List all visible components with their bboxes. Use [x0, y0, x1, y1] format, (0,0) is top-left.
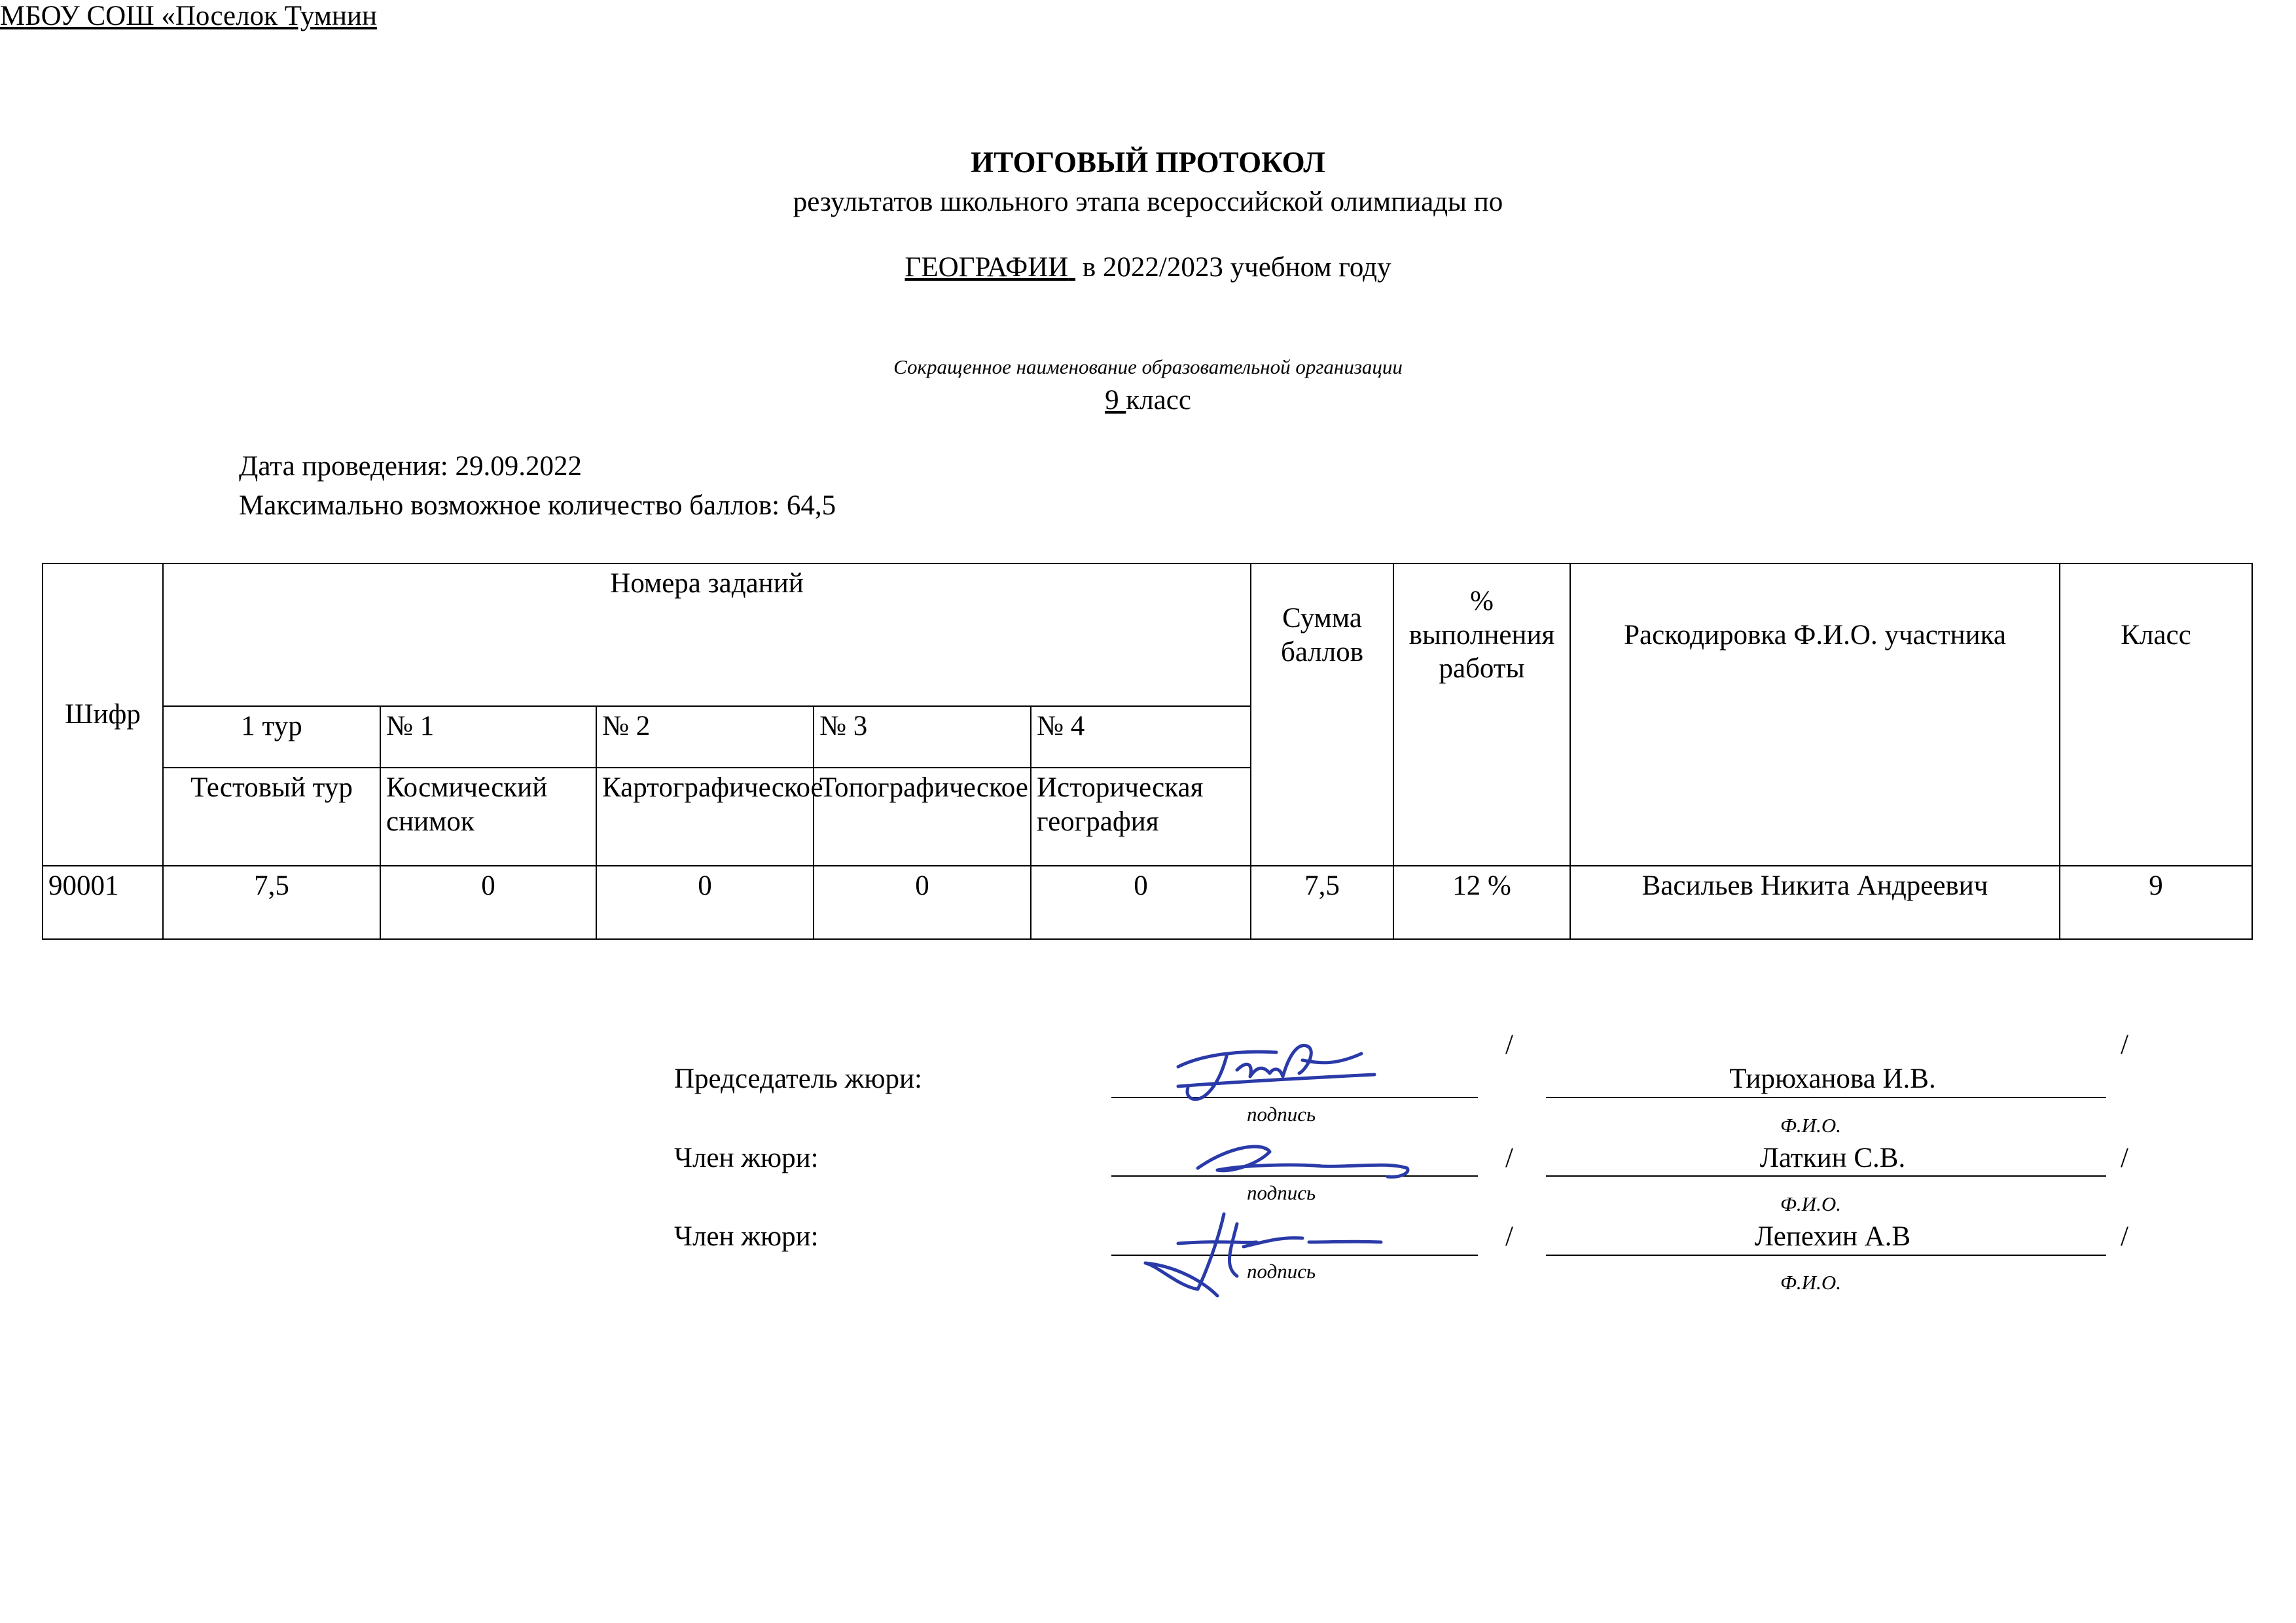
slash-separator: /	[2121, 1221, 2128, 1252]
header-sum: Сумма баллов	[1251, 563, 1393, 706]
subject-tail: в 2022/2023 учебном году	[1082, 252, 1391, 283]
header-sum-filler	[1251, 706, 1393, 866]
fio-caption: Ф.И.О.	[1780, 1271, 1841, 1294]
grade-value: 9	[1105, 385, 1119, 416]
grade-line	[0, 384, 2296, 416]
task-name-cell: Космический снимок	[380, 768, 596, 866]
fio-line	[1546, 1175, 2106, 1177]
slash-separator: /	[2121, 1143, 2128, 1173]
signature-fio: Тирюханова И.В.	[1729, 1063, 1936, 1094]
signature-fio: Латкин С.В.	[1759, 1143, 1906, 1173]
fio-line	[1546, 1255, 2106, 1256]
cell-percent: 12 %	[1393, 866, 1570, 939]
protocol-subtitle: результатов школьного этапа всероссийской олимпиады по	[793, 187, 1503, 217]
cell-score: 7,5	[163, 866, 380, 939]
task-number-cell: № 1	[380, 706, 596, 768]
task-name-cell: Топографическое	[814, 768, 1031, 866]
task-number-cell: № 2	[596, 706, 814, 768]
handwritten-signature	[1165, 1014, 1388, 1113]
header-decode-filler	[1570, 706, 2060, 866]
organization-caption: Сокращенное наименование образовательной организации	[893, 355, 1403, 378]
header-task-numbers: Номера заданий	[163, 563, 1251, 706]
signature-caption: подпись	[1247, 1181, 1316, 1204]
handwritten-signature	[1139, 1204, 1388, 1309]
slash-separator: /	[1505, 1221, 1513, 1252]
table-row	[43, 866, 2252, 939]
grade-label: класс	[1126, 385, 1191, 416]
header-percent-filler	[1393, 706, 1570, 866]
fio-caption: Ф.И.О.	[1780, 1192, 1841, 1215]
header-percent: % выполнения работы	[1393, 563, 1570, 706]
slash-separator: /	[1505, 1029, 1513, 1060]
signature-caption: подпись	[1247, 1260, 1316, 1283]
signature-role: Председатель жюри:	[674, 1063, 922, 1094]
protocol-title: ИТОГОВЫЙ ПРОТОКОЛ	[971, 146, 1325, 179]
fio-line	[1546, 1097, 2106, 1098]
fio-caption: Ф.И.О.	[1780, 1114, 1841, 1137]
cell-sum: 7,5	[1251, 866, 1393, 939]
results-table	[42, 563, 2253, 940]
header-grade: Класс	[2060, 563, 2252, 706]
signature-role: Член жюри:	[674, 1221, 819, 1252]
subject-line	[0, 251, 2296, 283]
task-number-cell: № 4	[1031, 706, 1251, 768]
header-cipher: Шифр	[43, 563, 163, 866]
cell-score: 0	[1031, 866, 1251, 939]
max-points-line: Максимально возможное количество баллов: 64,5	[239, 490, 836, 521]
slash-separator: /	[2121, 1029, 2128, 1060]
organization-name: МБОУ СОШ «Поселок Тумнин	[0, 1, 378, 31]
task-name-cell: Тестовый тур	[163, 768, 380, 866]
slash-separator: /	[1505, 1143, 1513, 1173]
cell-score: 0	[814, 866, 1031, 939]
cell-score: 0	[380, 866, 596, 939]
cell-grade: 9	[2060, 866, 2252, 939]
task-name-cell: Картографическое	[596, 768, 814, 866]
signature-role: Член жюри:	[674, 1143, 819, 1173]
subject-name: ГЕОГРАФИИ	[905, 252, 1069, 283]
cell-score: 0	[596, 866, 814, 939]
signature-caption: подпись	[1247, 1103, 1316, 1126]
task-number-cell: № 3	[814, 706, 1031, 768]
header-grade-filler	[2060, 706, 2252, 866]
task-number-cell: 1 тур	[163, 706, 380, 768]
header-decode: Раскодировка Ф.И.О. участника	[1570, 563, 2060, 706]
task-name-cell: Историческая география	[1031, 768, 1251, 866]
cell-participant-name: Васильев Никита Андреевич	[1570, 866, 2060, 939]
handwritten-signature	[1191, 1132, 1427, 1191]
signature-fio: Лепехин А.В	[1754, 1221, 1911, 1252]
date-line: Дата проведения: 29.09.2022	[239, 451, 582, 482]
cell-cipher: 90001	[43, 866, 163, 939]
